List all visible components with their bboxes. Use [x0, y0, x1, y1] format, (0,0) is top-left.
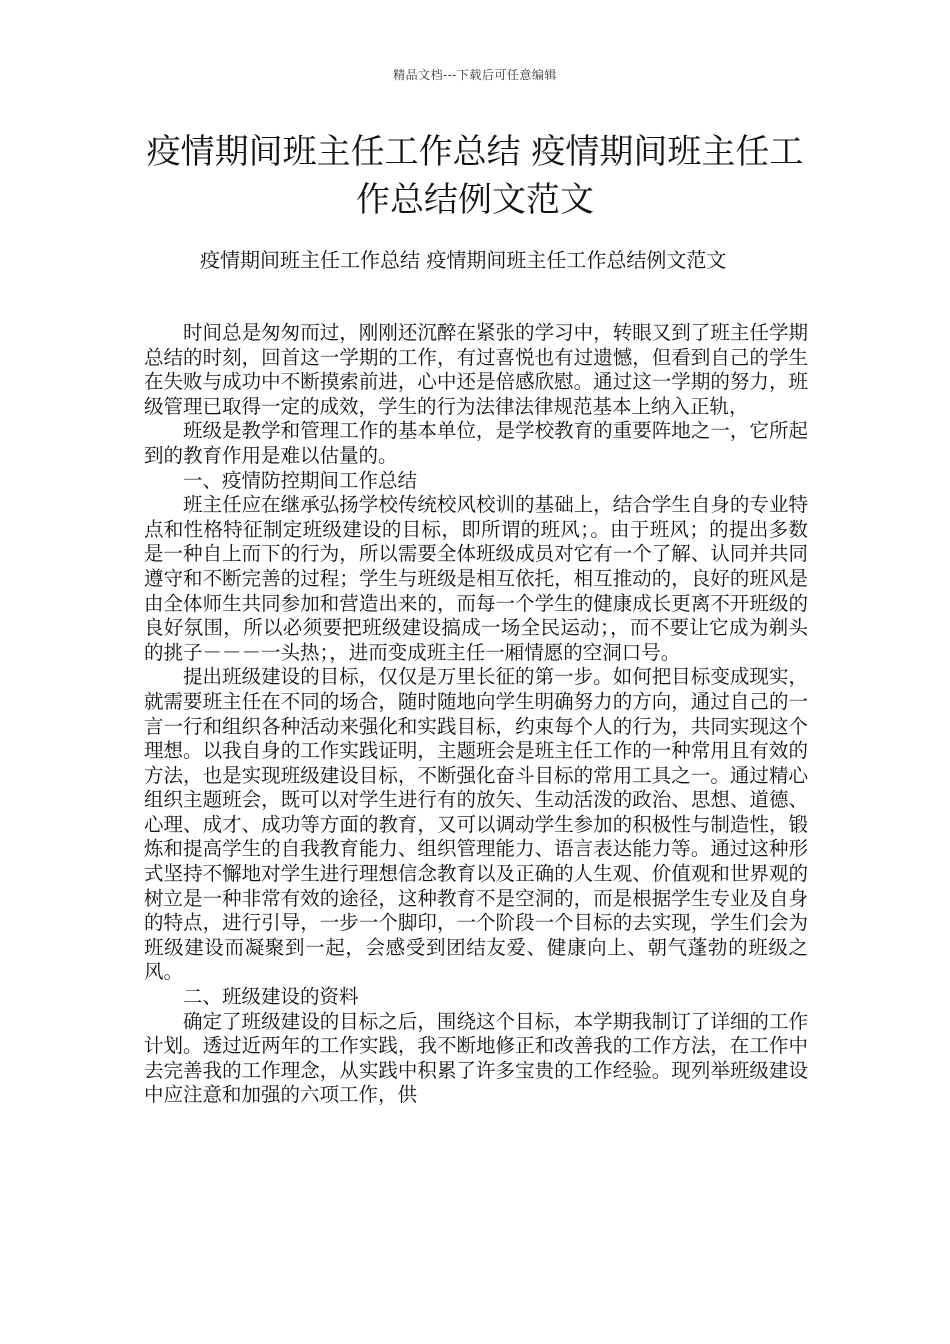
paragraph-class-style: 班主任应在继承弘扬学校传统校风校训的基础上，结合学生自身的专业特点和性格特征制定班级建设的目标，即所谓的班风；。由于班风；的提出多数是一种自上而下的行为，所以需要全体班级成员对它有一个了解、认同并共同遵守和不断完善的过程；学生与班级是相互依托，相互推动的，良好的班风是由全体师生共同参加和营造出来的，而每一个学生的健康成长更离不开班级的良好氛围，所以必须要把班级建设搞成一场全民运动；，而不要让它成为剃头的挑子－－－一头热；，进而变成班主任一厢情愿的空洞口号。 [144, 493, 808, 664]
section-heading-1: 一、疫情防控期间工作总结 [183, 468, 418, 492]
header-note: 精品文档---下载后可任意编辑 [393, 68, 557, 82]
document-title: 疫情期间班主任工作总结 疫情期间班主任工作总结例文范文 [146, 132, 804, 220]
paragraph-work-plan: 确定了班级建设的目标之后，围绕这个目标，本学期我制订了详细的工作计划。透过近两年的工作实践，我不断地修正和改善我的工作方法，在工作中去完善我的工作理念，从实践中积累了许多宝贵的工作经验。现列举班级建设中应注意和加强的六项工作，供 [144, 1009, 808, 1107]
document-subtitle: 疫情期间班主任工作总结 疫情期间班主任工作总结例文范文 [200, 248, 727, 272]
paragraph-class-unit: 班级是教学和管理工作的基本单位，是学校教育的重要阵地之一，它所起到的教育作用是难以估量的。 [144, 419, 808, 467]
section-heading-2: 二、班级建设的资料 [183, 985, 359, 1009]
paragraph-class-goal: 提出班级建设的目标，仅仅是万里长征的第一步。如何把目标变成现实，就需要班主任在不同的场合，随时随地向学生明确努力的方向，通过自己的一言一行和组织各种活动来强化和实践目标，约束每个人的行为，共同实现这个理想。以我自身的工作实践证明，主题班会是班主任工作的一种常用且有效的方法，也是实现班级建设目标，不断强化奋斗目标的常用工具之一。通过精心组织主题班会，既可以对学生进行有的放矢、生动活泼的政治、思想、道德、心理、成才、成功等方面的教育，又可以调动学生参加的积极性与制造性，锻炼和提高学生的自我教育能力、组织管理能力、语言表达能力等。通过这种形式坚持不懈地对学生进行理想信念教育以及正确的人生观、价值观和世界观的树立是一种非常有效的途径，这种教育不是空洞的，而是根据学生专业及自身的特点，进行引导，一步一个脚印，一个阶段一个目标的去实现，学生们会为班级建设而凝聚到一起，会感受到团结友爱、健康向上、朝气蓬勃的班级之风。 [144, 665, 808, 984]
document-body [144, 321, 808, 1108]
paragraph-intro: 时间总是匆匆而过，刚刚还沉醉在紧张的学习中，转眼又到了班主任学期总结的时刻，回首这一学期的工作，有过喜悦也有过遗憾，但看到自己的学生在失败与成功中不断摸索前进，心中还是倍感欣慰。通过这一学期的努力，班级管理已取得一定的成效，学生的行为法律法律规范基本上纳入正轨， [144, 321, 808, 418]
